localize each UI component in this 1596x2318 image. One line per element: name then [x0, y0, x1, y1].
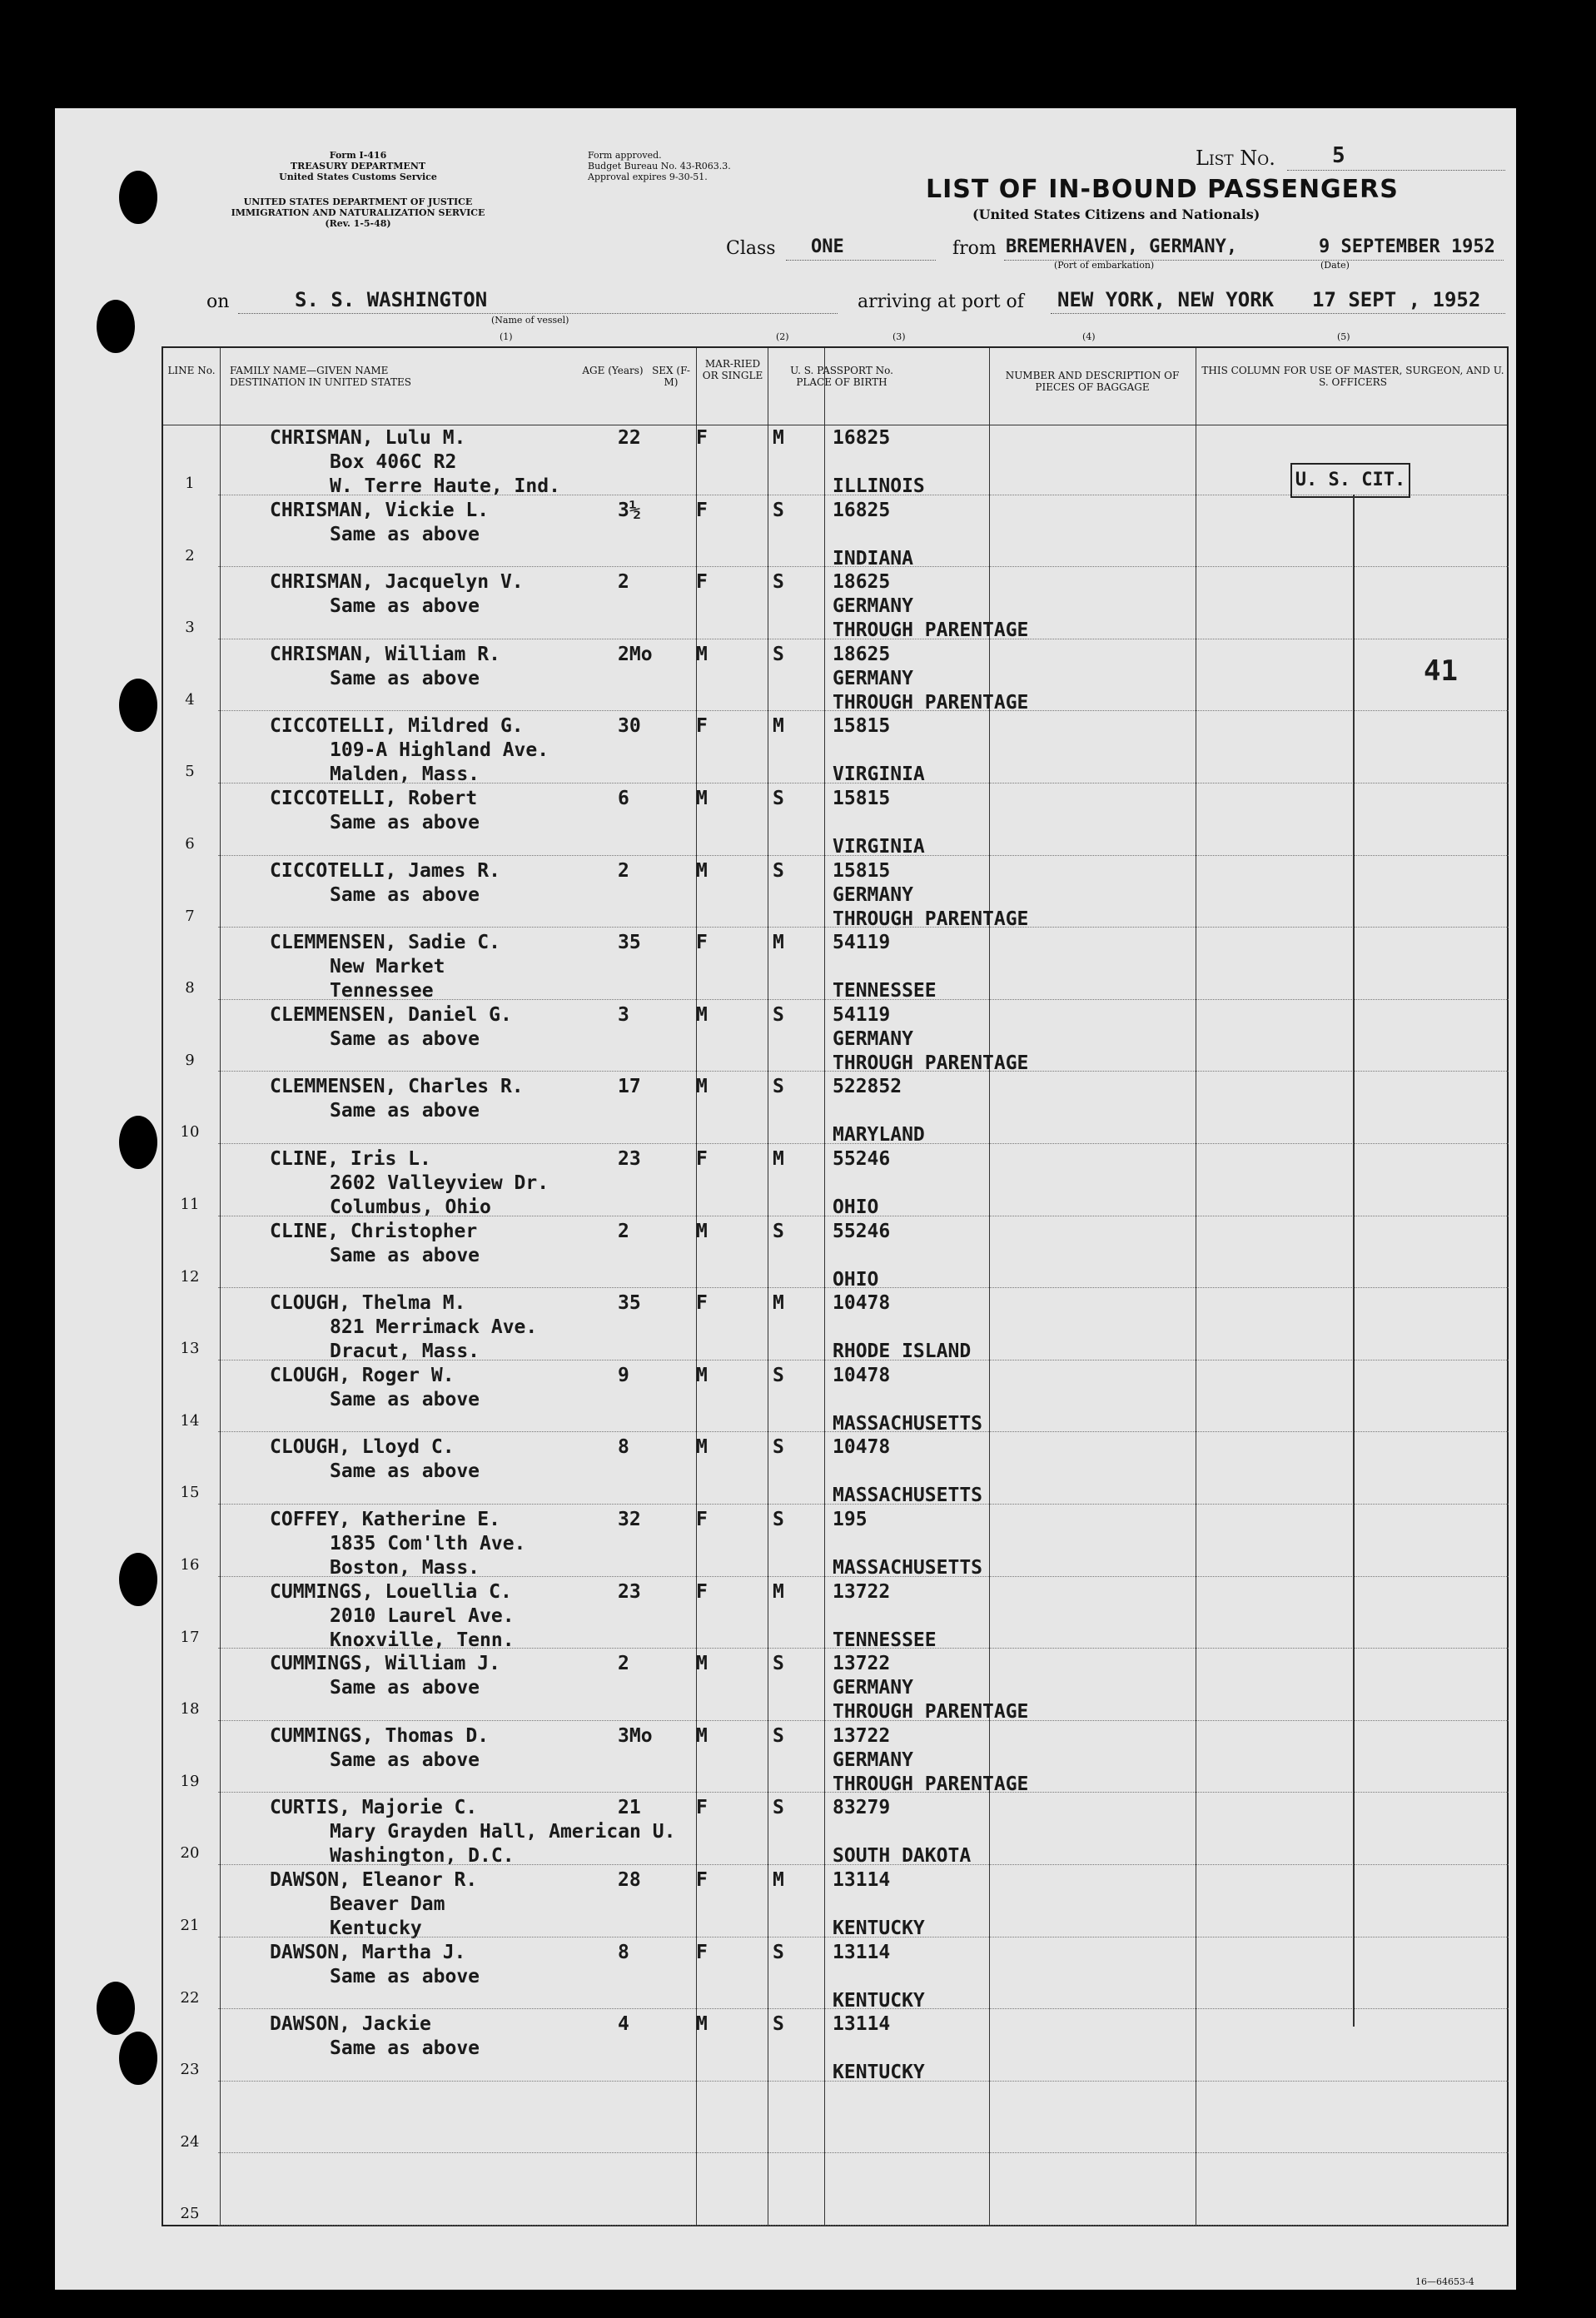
form-subtitle: (United States Citizens and Nationals)	[972, 206, 1260, 222]
cell-birth2: OHIO	[833, 1268, 879, 1291]
cell-name: CLINE, Christopher	[270, 1220, 478, 1242]
cell-dest2: Tennessee	[330, 980, 434, 1002]
cell-birth2: KENTUCKY	[833, 2062, 925, 2084]
list-no-label: List No.	[1196, 147, 1275, 170]
cell-ms: S	[773, 1724, 784, 1747]
binder-hole	[119, 2032, 157, 2085]
cell-age: 21	[618, 1797, 641, 1819]
line-number: 17	[180, 1628, 200, 1646]
cell-sex: M	[696, 1364, 708, 1386]
cell-dest1: Same as above	[330, 1100, 480, 1122]
cell-age: 30	[618, 715, 641, 738]
justice-dept: UNITED STATES DEPARTMENT OF JUSTICE	[243, 196, 473, 207]
cell-name: CLINE, Iris L.	[270, 1148, 431, 1170]
cell-age: 2	[618, 859, 629, 882]
cell-name: CHRISMAN, Vickie L.	[270, 499, 490, 521]
line-number: 3	[185, 619, 195, 637]
table-row	[162, 928, 1509, 1002]
line-number: 10	[180, 1123, 200, 1142]
cell-ms: M	[773, 1869, 784, 1891]
table-row	[162, 495, 1509, 570]
table-row	[162, 1144, 1509, 1216]
cell-dest1: 2010 Laurel Ave.	[330, 1604, 515, 1627]
cell-passport: 13114	[833, 1941, 891, 1963]
on-label: on	[206, 291, 230, 312]
binder-hole	[119, 679, 157, 732]
cell-birth2: VIRGINIA	[833, 764, 925, 786]
cell-ms: S	[773, 1003, 784, 1026]
cell-sex: F	[696, 571, 708, 594]
cell-sex: M	[696, 859, 708, 882]
cell-age: 3½	[618, 499, 641, 521]
class-underline	[786, 260, 936, 261]
cell-dest2: Dracut, Mass.	[330, 1341, 480, 1363]
cell-passport: 522852	[833, 1076, 902, 1098]
cell-ms: S	[773, 1076, 784, 1098]
revision: (Rev. 1-5-48)	[325, 218, 391, 229]
cell-sex: F	[696, 715, 708, 738]
cell-birth2: THROUGH PARENTAGE	[833, 1773, 1029, 1795]
cell-dest1: 821 Merrimack Ave.	[330, 1316, 538, 1339]
line-number: 14	[180, 1411, 200, 1430]
col-number-4: (4)	[1082, 331, 1096, 342]
cell-dest2: Malden, Mass.	[330, 764, 480, 786]
line-number: 5	[185, 763, 195, 781]
embarkation-port: BREMERHAVEN, GERMANY,	[1006, 236, 1238, 257]
cell-passport: 195	[833, 1509, 868, 1530]
cell-sex: M	[696, 1003, 708, 1026]
col-line-no: LINE No.	[167, 365, 216, 376]
cell-passport: 10478	[833, 1436, 891, 1459]
cell-name: CLOUGH, Roger W.	[270, 1364, 455, 1386]
cell-dest2: W. Terre Haute, Ind.	[330, 475, 560, 497]
cell-name: CHRISMAN, Lulu M.	[270, 427, 466, 449]
cell-birth2: MASSACHUSETTS	[833, 1412, 983, 1435]
binder-hole	[119, 1116, 157, 1169]
cell-passport: 54119	[833, 932, 891, 954]
cell-sex: F	[696, 499, 708, 521]
cell-sex: M	[696, 788, 708, 809]
stamp-bracket-line	[1353, 495, 1355, 2027]
cell-age: 28	[618, 1869, 641, 1891]
cell-birth2: THROUGH PARENTAGE	[833, 619, 1029, 642]
margin-note: 41	[1424, 654, 1458, 688]
col-number-2: (2)	[776, 331, 789, 342]
ins-service: IMMIGRATION AND NATURALIZATION SERVICE	[231, 207, 485, 218]
cell-dest1: Same as above	[330, 1460, 480, 1483]
cell-passport: 10478	[833, 1292, 891, 1315]
col-age: AGE (Years)	[582, 365, 644, 376]
cell-age: 23	[618, 1148, 641, 1170]
date-caption: (Date)	[1320, 260, 1350, 271]
table-row	[162, 711, 1509, 786]
arrival-port: NEW YORK, NEW YORK	[1057, 288, 1275, 311]
cell-passport: 13722	[833, 1724, 891, 1747]
vessel-caption: (Name of vessel)	[491, 315, 569, 326]
cell-age: 32	[618, 1509, 641, 1530]
cell-age: 3	[618, 1003, 629, 1026]
cell-birth2: MASSACHUSETTS	[833, 1485, 983, 1507]
form-id-block	[250, 150, 466, 182]
cell-sex: M	[696, 1076, 708, 1098]
cell-sex: F	[696, 1509, 708, 1530]
cell-dest1: Same as above	[330, 523, 480, 545]
col-name: FAMILY NAME—GIVEN NAME DESTINATION IN UNITED STATES	[230, 365, 411, 388]
cell-age: 22	[618, 427, 641, 449]
cell-age: 3Mo	[618, 1724, 653, 1747]
cell-name: DAWSON, Jackie	[270, 2013, 431, 2036]
cell-birth2: THROUGH PARENTAGE	[833, 908, 1029, 930]
cell-birth1: GERMANY	[833, 667, 913, 689]
cell-passport: 55246	[833, 1220, 891, 1242]
cell-birth1: GERMANY	[833, 1027, 913, 1050]
cell-birth2: TENNESSEE	[833, 980, 937, 1002]
cell-birth1: GERMANY	[833, 1677, 913, 1699]
cell-sex: F	[696, 1941, 708, 1963]
cell-birth2: THROUGH PARENTAGE	[833, 691, 1029, 714]
table-row	[162, 1432, 1509, 1507]
binder-hole	[119, 171, 157, 224]
cell-age: 6	[618, 788, 629, 809]
cell-birth2: MARYLAND	[833, 1124, 925, 1147]
cell-age: 35	[618, 932, 641, 954]
cell-dest1: Same as above	[330, 1388, 480, 1410]
table-row	[162, 1288, 1509, 1363]
cell-ms: S	[773, 1364, 784, 1386]
col-married: MAR-RIED OR SINGLE	[702, 358, 763, 381]
cell-passport: 13722	[833, 1580, 891, 1603]
cell-name: COFFEY, Katherine E.	[270, 1509, 500, 1530]
cell-name: CLEMMENSEN, Charles R.	[270, 1076, 524, 1098]
cell-name: CLOUGH, Thelma M.	[270, 1292, 466, 1315]
table-row	[162, 1072, 1509, 1147]
cell-age: 8	[618, 1941, 629, 1963]
cell-ms: S	[773, 643, 784, 665]
cell-birth2: INDIANA	[833, 547, 913, 570]
cell-dest1: Same as above	[330, 1965, 480, 1987]
cell-sex: M	[696, 1436, 708, 1459]
cell-name: CUMMINGS, Thomas D.	[270, 1724, 490, 1747]
cell-ms: S	[773, 1509, 784, 1530]
cell-name: CURTIS, Majorie C.	[270, 1797, 478, 1819]
approval-block	[588, 150, 804, 182]
cell-dest1: Same as above	[330, 595, 480, 618]
cell-dest1: Same as above	[330, 883, 480, 906]
treasury-dept: TREASURY DEPARTMENT	[290, 161, 426, 172]
line-number: 12	[180, 1267, 200, 1286]
cell-dest1: Same as above	[330, 667, 480, 689]
cell-sex: F	[696, 1148, 708, 1170]
cell-name: CUMMINGS, Louellia C.	[270, 1580, 512, 1603]
cell-name: CLEMMENSEN, Daniel G.	[270, 1003, 512, 1026]
cell-dest1: Same as above	[330, 2037, 480, 2060]
list-no-underline	[1287, 170, 1505, 171]
cell-name: CHRISMAN, William R.	[270, 643, 500, 665]
footer-code: 16—64653-4	[1415, 2276, 1474, 2287]
binder-hole	[97, 300, 135, 353]
citizen-stamp: U. S. CIT.	[1290, 463, 1410, 498]
cell-birth2: TENNESSEE	[833, 1629, 937, 1651]
table-row	[162, 1216, 1509, 1291]
cell-age: 2Mo	[618, 643, 653, 665]
cell-ms: S	[773, 1941, 784, 1963]
cell-birth2: MASSACHUSETTS	[833, 1557, 983, 1579]
cell-sex: F	[696, 1292, 708, 1315]
cell-ms: S	[773, 1797, 784, 1819]
cell-ms: S	[773, 1220, 784, 1242]
table-row	[162, 856, 1509, 928]
col-number-3: (3)	[892, 331, 906, 342]
table-row	[162, 1793, 1509, 1868]
col-officers: THIS COLUMN FOR USE OF MASTER, SURGEON, AND U. S. OFFICERS	[1201, 365, 1504, 388]
form-title: LIST OF IN-BOUND PASSENGERS	[926, 175, 1399, 204]
cell-passport: 16825	[833, 499, 891, 521]
cell-sex: M	[696, 643, 708, 665]
cell-ms: S	[773, 859, 784, 882]
cell-passport: 15815	[833, 715, 891, 738]
cell-ms: S	[773, 499, 784, 521]
cell-sex: M	[696, 1220, 708, 1242]
cell-age: 2	[618, 1220, 629, 1242]
cell-birth2: KENTUCKY	[833, 1918, 925, 1939]
line-number: 9	[185, 1051, 195, 1069]
line-number: 22	[180, 1988, 200, 2007]
cell-passport: 18625	[833, 571, 891, 594]
cell-dest1: Beaver Dam	[330, 1893, 445, 1915]
cell-name: CHRISMAN, Jacquelyn V.	[270, 571, 524, 594]
table-row	[162, 1721, 1509, 1793]
cell-sex: F	[696, 932, 708, 954]
cell-age: 17	[618, 1076, 641, 1098]
cell-name: CLEMMENSEN, Sadie C.	[270, 932, 500, 954]
cell-birth2: THROUGH PARENTAGE	[833, 1052, 1029, 1074]
cell-ms: S	[773, 571, 784, 594]
cell-ms: S	[773, 788, 784, 809]
cell-ms: M	[773, 932, 784, 954]
line-number: 15	[180, 1484, 200, 1502]
line-number: 2	[185, 546, 195, 565]
binder-hole	[97, 1982, 135, 2035]
cell-age: 9	[618, 1364, 629, 1386]
cell-birth1: GERMANY	[833, 883, 913, 906]
cell-dest1: Same as above	[330, 1027, 480, 1050]
col-sex: SEX (F-M)	[652, 365, 690, 388]
line-number: 23	[180, 2061, 200, 2079]
cell-dest2: Columbus, Ohio	[330, 1196, 491, 1218]
class-label: Class	[726, 238, 776, 259]
cell-name: DAWSON, Martha J.	[270, 1941, 466, 1963]
cell-sex: M	[696, 1653, 708, 1675]
table-row	[162, 2153, 1509, 2225]
arrival-date: 17 SEPT , 1952	[1312, 288, 1481, 311]
cell-ms: M	[773, 427, 784, 449]
cell-dest1: Same as above	[330, 1748, 480, 1771]
cell-dest2: Knoxville, Tenn.	[330, 1629, 515, 1651]
cell-ms: M	[773, 715, 784, 738]
table-row	[162, 1505, 1509, 1579]
line-number: 4	[185, 690, 195, 709]
cell-dest1: 1835 Com'lth Ave.	[330, 1533, 526, 1554]
line-number: 7	[185, 907, 195, 925]
cell-dest1: Mary Grayden Hall, American U.	[330, 1821, 676, 1843]
approval-line: Budget Bureau No. 43-R063.3.	[588, 161, 731, 172]
cell-ms: S	[773, 1436, 784, 1459]
cell-passport: 13722	[833, 1653, 891, 1675]
justice-block	[200, 196, 516, 229]
cell-dest1: Same as above	[330, 1244, 480, 1266]
table-row	[162, 2009, 1509, 2084]
line-number: 25	[180, 2205, 200, 2223]
form-number: Form I-416	[329, 150, 387, 161]
cell-dest1: Same as above	[330, 812, 480, 833]
class-value: ONE	[811, 236, 844, 257]
cell-birth2: SOUTH DAKOTA	[833, 1845, 972, 1868]
cell-name: CICCOTELLI, Mildred G.	[270, 715, 524, 738]
cell-birth2: ILLINOIS	[833, 475, 925, 497]
cell-passport: 18625	[833, 643, 891, 665]
cell-name: CICCOTELLI, James R.	[270, 859, 500, 882]
cell-dest2: Boston, Mass.	[330, 1557, 480, 1579]
approval-line: Approval expires 9-30-51.	[588, 172, 708, 182]
table-row	[162, 1577, 1509, 1649]
cell-age: 2	[618, 1653, 629, 1675]
row-separator	[218, 2225, 1509, 2226]
cell-passport: 83279	[833, 1797, 891, 1819]
cell-age: 4	[618, 2013, 629, 2036]
cell-dest1: Same as above	[330, 1677, 480, 1699]
cell-passport: 10478	[833, 1364, 891, 1386]
cell-dest1: 2602 Valleyview Dr.	[330, 1172, 549, 1194]
cell-birth1: GERMANY	[833, 595, 913, 618]
vessel-name: S. S. WASHINGTON	[295, 288, 488, 311]
line-number: 6	[185, 835, 195, 853]
cell-sex: M	[696, 2013, 708, 2036]
cell-dest1: Box 406C R2	[330, 451, 457, 473]
cell-birth2: THROUGH PARENTAGE	[833, 1701, 1029, 1724]
cell-passport: 15815	[833, 859, 891, 882]
list-no-value: 5	[1332, 143, 1345, 168]
port-caption: (Port of embarkation)	[1054, 260, 1155, 271]
cell-ms: S	[773, 2013, 784, 2036]
cell-birth2: OHIO	[833, 1196, 879, 1218]
cell-sex: F	[696, 1797, 708, 1819]
arriving-label: arriving at port of	[858, 291, 1024, 312]
table-row	[162, 1000, 1509, 1072]
table-row	[162, 1649, 1509, 1724]
cell-birth2: VIRGINIA	[833, 836, 925, 858]
from-label: from	[952, 238, 997, 259]
cell-birth2: KENTUCKY	[833, 1989, 925, 2012]
cell-dest2: Kentucky	[330, 1918, 422, 1939]
vessel-underline	[238, 313, 838, 314]
cell-passport: 16825	[833, 427, 891, 449]
line-number: 11	[180, 1196, 200, 1213]
cell-name: DAWSON, Eleanor R.	[270, 1869, 478, 1891]
arrival-underline	[1051, 313, 1505, 314]
table-row	[162, 1937, 1509, 2012]
cell-dest1: 109-A Highland Ave.	[330, 739, 549, 762]
cell-ms: M	[773, 1580, 784, 1603]
col-number-5: (5)	[1337, 331, 1350, 342]
embarkation-date: 9 SEPTEMBER 1952	[1319, 236, 1495, 257]
cell-passport: 13114	[833, 2013, 891, 2036]
table-row	[162, 2082, 1509, 2153]
col-passport: U. S. PASSPORT No. PLACE OF BIRTH	[790, 365, 893, 388]
cell-birth1: GERMANY	[833, 1748, 913, 1771]
cell-dest1: New Market	[330, 956, 445, 978]
line-number: 24	[180, 2132, 200, 2151]
cell-name: CICCOTELLI, Robert	[270, 788, 478, 809]
cell-passport: 55246	[833, 1148, 891, 1170]
cell-passport: 54119	[833, 1003, 891, 1026]
cell-dest2: Washington, D.C.	[330, 1845, 515, 1868]
line-number: 18	[180, 1700, 200, 1719]
approval-line: Form approved.	[588, 150, 662, 161]
cell-birth2: RHODE ISLAND	[833, 1341, 972, 1363]
cell-ms: M	[773, 1148, 784, 1170]
line-number: 13	[180, 1340, 200, 1358]
line-number: 1	[185, 475, 195, 492]
line-number: 20	[180, 1844, 200, 1863]
col-baggage: NUMBER AND DESCRIPTION OF PIECES OF BAGGAGE	[1005, 370, 1180, 393]
col-number-1: (1)	[500, 331, 513, 342]
table-row	[162, 567, 1509, 642]
table-row	[162, 1360, 1509, 1435]
cell-sex: F	[696, 1869, 708, 1891]
line-number: 16	[180, 1556, 200, 1574]
line-number: 8	[185, 979, 195, 997]
cell-age: 2	[618, 571, 629, 594]
cell-ms: S	[773, 1653, 784, 1675]
cell-sex: F	[696, 427, 708, 449]
cell-name: CUMMINGS, William J.	[270, 1653, 500, 1675]
cell-age: 35	[618, 1292, 641, 1315]
line-number: 19	[180, 1772, 200, 1790]
table-row	[162, 639, 1509, 714]
cell-ms: M	[773, 1292, 784, 1315]
line-number: 21	[180, 1917, 200, 1934]
cell-passport: 13114	[833, 1869, 891, 1891]
cell-age: 23	[618, 1580, 641, 1603]
table-row	[162, 1865, 1509, 1937]
table-row	[162, 783, 1509, 858]
cell-age: 8	[618, 1436, 629, 1459]
cell-name: CLOUGH, Lloyd C.	[270, 1436, 455, 1459]
cell-sex: F	[696, 1580, 708, 1603]
customs-service: United States Customs Service	[279, 172, 437, 182]
cell-sex: M	[696, 1724, 708, 1747]
binder-hole	[119, 1553, 157, 1606]
cell-passport: 15815	[833, 788, 891, 809]
